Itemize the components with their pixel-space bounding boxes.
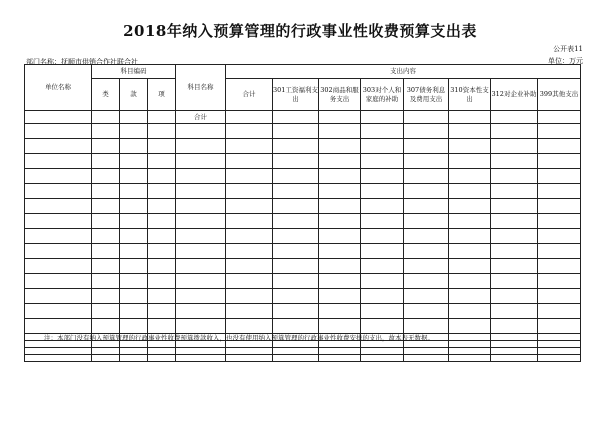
table-cell xyxy=(25,169,92,184)
table-cell xyxy=(25,259,92,274)
header-row-2 xyxy=(25,79,581,111)
table-cell xyxy=(404,199,449,214)
table-cell xyxy=(92,319,120,334)
table-cell xyxy=(148,274,176,289)
table-cell xyxy=(538,244,581,259)
table-cell xyxy=(491,214,538,229)
table-cell xyxy=(176,348,226,355)
table-cell xyxy=(491,334,538,341)
table-cell xyxy=(449,184,491,199)
table-row xyxy=(25,355,581,362)
total-value-cell xyxy=(449,111,491,124)
table-cell xyxy=(361,259,404,274)
table-cell xyxy=(491,341,538,348)
report-title: 2018年纳入预算管理的行政事业性收费预算支出表 xyxy=(123,22,477,40)
table-cell xyxy=(92,244,120,259)
table-cell xyxy=(538,341,581,348)
table-cell xyxy=(449,199,491,214)
table-cell xyxy=(176,304,226,319)
table-cell xyxy=(538,229,581,244)
table-cell xyxy=(120,184,148,199)
table-cell xyxy=(25,199,92,214)
header-code-item: 款 xyxy=(120,79,148,111)
table-cell xyxy=(319,184,361,199)
table-cell xyxy=(404,259,449,274)
table-cell xyxy=(319,139,361,154)
table-cell xyxy=(92,169,120,184)
header-col-total: 合计 xyxy=(226,79,273,111)
total-row-label: 合计 xyxy=(176,111,226,124)
table-cell xyxy=(92,289,120,304)
table-cell xyxy=(120,355,148,362)
table-cell xyxy=(538,154,581,169)
header-col-310: 310资本性支出 xyxy=(449,79,491,111)
table-cell xyxy=(148,289,176,304)
table-row xyxy=(25,124,581,139)
table-cell xyxy=(538,199,581,214)
table-row xyxy=(25,348,581,355)
table-cell xyxy=(361,214,404,229)
table-cell xyxy=(226,184,273,199)
table-cell xyxy=(148,319,176,334)
table-cell xyxy=(449,124,491,139)
table-cell xyxy=(491,139,538,154)
table-cell xyxy=(120,124,148,139)
table-cell xyxy=(25,244,92,259)
table-cell xyxy=(491,154,538,169)
table-cell xyxy=(226,319,273,334)
table-cell xyxy=(538,319,581,334)
table-cell xyxy=(491,244,538,259)
table-cell xyxy=(449,274,491,289)
table-cell xyxy=(361,139,404,154)
table-cell xyxy=(319,229,361,244)
table-cell xyxy=(404,244,449,259)
table-row xyxy=(25,304,581,319)
table-cell xyxy=(273,319,319,334)
table-cell xyxy=(92,304,120,319)
table-cell xyxy=(491,259,538,274)
table-cell xyxy=(319,214,361,229)
table-cell xyxy=(273,244,319,259)
table-row xyxy=(25,289,581,304)
total-value-cell xyxy=(491,111,538,124)
table-cell xyxy=(491,184,538,199)
table-cell xyxy=(92,154,120,169)
table-cell xyxy=(491,124,538,139)
table-cell xyxy=(92,199,120,214)
table-cell xyxy=(120,229,148,244)
department-name: 部门名称：抚顺市供销合作社联合社 xyxy=(26,58,138,66)
table-cell xyxy=(176,259,226,274)
table-cell xyxy=(226,214,273,229)
table-cell xyxy=(361,304,404,319)
table-cell xyxy=(361,355,404,362)
table-cell xyxy=(226,244,273,259)
table-cell xyxy=(25,289,92,304)
header-unit-name: 单位名称 xyxy=(25,65,92,111)
table-cell xyxy=(538,348,581,355)
table-cell xyxy=(538,304,581,319)
header-subject-name: 科目名称 xyxy=(176,65,226,111)
table-cell xyxy=(491,319,538,334)
table-cell xyxy=(273,184,319,199)
table-cell xyxy=(538,169,581,184)
table-cell xyxy=(319,154,361,169)
table-cell xyxy=(148,214,176,229)
table-cell xyxy=(273,214,319,229)
table-cell xyxy=(538,289,581,304)
header-code-sub: 项 xyxy=(148,79,176,111)
table-cell xyxy=(491,229,538,244)
form-number: 公开表11 xyxy=(553,45,583,53)
table-cell xyxy=(120,154,148,169)
table-row xyxy=(25,184,581,199)
table-cell xyxy=(449,304,491,319)
table-cell xyxy=(226,348,273,355)
table-row xyxy=(25,169,581,184)
table-cell xyxy=(404,348,449,355)
table-cell xyxy=(226,154,273,169)
table-cell xyxy=(449,139,491,154)
table-cell xyxy=(449,154,491,169)
table-cell xyxy=(449,348,491,355)
table-cell xyxy=(404,355,449,362)
header-expense-content: 支出内容 xyxy=(226,65,581,79)
table-cell xyxy=(449,229,491,244)
table-cell xyxy=(25,214,92,229)
table-cell xyxy=(319,274,361,289)
table-cell xyxy=(404,184,449,199)
table-cell xyxy=(273,139,319,154)
table-cell xyxy=(176,139,226,154)
table-cell xyxy=(92,124,120,139)
table-cell xyxy=(92,139,120,154)
expense-table xyxy=(24,64,581,362)
total-row xyxy=(25,111,581,124)
table-cell xyxy=(449,289,491,304)
table-cell xyxy=(176,289,226,304)
table-cell xyxy=(538,184,581,199)
header-col-302: 302商品和服务支出 xyxy=(319,79,361,111)
table-cell xyxy=(226,355,273,362)
table-row xyxy=(25,229,581,244)
table-cell xyxy=(319,244,361,259)
table-cell xyxy=(148,259,176,274)
table-cell xyxy=(404,124,449,139)
table-cell xyxy=(404,289,449,304)
table-cell xyxy=(538,214,581,229)
table-cell xyxy=(361,319,404,334)
table-cell xyxy=(404,139,449,154)
table-cell xyxy=(120,348,148,355)
table-cell xyxy=(538,334,581,341)
table-cell xyxy=(449,169,491,184)
table-cell xyxy=(176,124,226,139)
table-cell xyxy=(361,124,404,139)
header-col-301: 301工资福利支出 xyxy=(273,79,319,111)
table-cell xyxy=(361,199,404,214)
table-cell xyxy=(319,319,361,334)
total-class-cell xyxy=(92,111,120,124)
table-cell xyxy=(273,289,319,304)
table-cell xyxy=(176,274,226,289)
table-cell xyxy=(404,319,449,334)
table-cell xyxy=(176,184,226,199)
table-cell xyxy=(319,348,361,355)
table-cell xyxy=(361,154,404,169)
header-code-class: 类 xyxy=(92,79,120,111)
table-cell xyxy=(538,139,581,154)
table-cell xyxy=(226,169,273,184)
table-cell xyxy=(273,169,319,184)
table-cell xyxy=(319,355,361,362)
header-subject-code: 科目编码 xyxy=(92,65,176,79)
header-col-312: 312对企业补助 xyxy=(491,79,538,111)
table-cell xyxy=(176,229,226,244)
table-cell xyxy=(120,259,148,274)
table-cell xyxy=(449,259,491,274)
table-cell xyxy=(120,139,148,154)
table-cell xyxy=(491,304,538,319)
table-cell xyxy=(120,274,148,289)
total-value-cell xyxy=(273,111,319,124)
table-cell xyxy=(176,319,226,334)
table-cell xyxy=(491,289,538,304)
table-cell xyxy=(319,259,361,274)
table-cell xyxy=(273,348,319,355)
header-col-303: 303对个人和家庭的补助 xyxy=(361,79,404,111)
table-cell xyxy=(226,274,273,289)
table-cell xyxy=(361,169,404,184)
table-cell xyxy=(361,289,404,304)
table-cell xyxy=(226,199,273,214)
table-cell xyxy=(148,199,176,214)
table-row xyxy=(25,259,581,274)
table-cell xyxy=(226,139,273,154)
table-cell xyxy=(538,274,581,289)
header-row-1 xyxy=(25,65,581,79)
table-cell xyxy=(25,274,92,289)
table-cell xyxy=(25,139,92,154)
table-row xyxy=(25,154,581,169)
table-cell xyxy=(491,199,538,214)
table-cell xyxy=(25,348,92,355)
table-cell xyxy=(25,319,92,334)
table-cell xyxy=(25,124,92,139)
table-cell xyxy=(92,259,120,274)
table-cell xyxy=(92,184,120,199)
header-col-307: 307债务利息及费用支出 xyxy=(404,79,449,111)
table-cell xyxy=(491,348,538,355)
table-cell xyxy=(319,124,361,139)
table-cell xyxy=(449,319,491,334)
table-cell xyxy=(25,154,92,169)
table-cell xyxy=(538,259,581,274)
table-cell xyxy=(148,139,176,154)
header-col-399: 399其他支出 xyxy=(538,79,581,111)
table-cell xyxy=(273,304,319,319)
table-row xyxy=(25,244,581,259)
table-cell xyxy=(25,229,92,244)
table-cell xyxy=(273,154,319,169)
table-row xyxy=(25,214,581,229)
table-cell xyxy=(148,348,176,355)
table-cell xyxy=(120,199,148,214)
table-cell xyxy=(404,154,449,169)
total-value-cell xyxy=(226,111,273,124)
table-cell xyxy=(120,304,148,319)
table-cell xyxy=(148,169,176,184)
footnote: 注：本部门没有纳入预算管理的行政事业性收费预算拨款收入，也没有使用纳入预算管理的行政事业性收费安排的支出，故本表无数据。 xyxy=(44,334,434,342)
table-cell xyxy=(404,214,449,229)
table-cell xyxy=(120,319,148,334)
table-cell xyxy=(92,214,120,229)
table-cell xyxy=(449,244,491,259)
table-cell xyxy=(361,229,404,244)
table-cell xyxy=(538,124,581,139)
total-value-cell xyxy=(319,111,361,124)
table-cell xyxy=(92,229,120,244)
table-cell xyxy=(148,154,176,169)
table-cell xyxy=(148,244,176,259)
table-cell xyxy=(176,214,226,229)
total-value-cell xyxy=(404,111,449,124)
table-cell xyxy=(25,304,92,319)
table-cell xyxy=(449,334,491,341)
table-cell xyxy=(92,355,120,362)
table-cell xyxy=(226,229,273,244)
table-cell xyxy=(449,355,491,362)
table-cell xyxy=(226,124,273,139)
table-cell xyxy=(491,355,538,362)
table-cell xyxy=(491,169,538,184)
total-sub-cell xyxy=(148,111,176,124)
table-cell xyxy=(273,124,319,139)
table-cell xyxy=(319,199,361,214)
table-cell xyxy=(120,289,148,304)
table-cell xyxy=(449,341,491,348)
table-cell xyxy=(92,274,120,289)
table-cell xyxy=(148,304,176,319)
table-cell xyxy=(361,348,404,355)
table-cell xyxy=(226,259,273,274)
table-row xyxy=(25,199,581,214)
table-cell xyxy=(319,169,361,184)
table-cell xyxy=(176,169,226,184)
table-cell xyxy=(120,169,148,184)
total-value-cell xyxy=(538,111,581,124)
table-cell xyxy=(361,244,404,259)
table-cell xyxy=(404,169,449,184)
table-cell xyxy=(319,304,361,319)
table-cell xyxy=(176,244,226,259)
table-cell xyxy=(120,244,148,259)
table-row xyxy=(25,319,581,334)
table-cell xyxy=(148,184,176,199)
table-cell xyxy=(404,304,449,319)
table-cell xyxy=(273,229,319,244)
unit-label: 单位：万元 xyxy=(548,57,583,65)
table-cell xyxy=(273,355,319,362)
table-cell xyxy=(538,355,581,362)
table-cell xyxy=(273,199,319,214)
table-row xyxy=(25,139,581,154)
table-cell xyxy=(148,229,176,244)
table-cell xyxy=(176,199,226,214)
table-cell xyxy=(273,259,319,274)
table-row xyxy=(25,274,581,289)
table-cell xyxy=(449,214,491,229)
table-cell xyxy=(25,184,92,199)
table-cell xyxy=(361,184,404,199)
table-cell xyxy=(404,274,449,289)
table-cell xyxy=(148,124,176,139)
table-cell xyxy=(404,229,449,244)
table-cell xyxy=(361,274,404,289)
table-cell xyxy=(92,348,120,355)
table-cell xyxy=(273,274,319,289)
table-cell xyxy=(491,274,538,289)
table-cell xyxy=(176,355,226,362)
table-cell xyxy=(148,355,176,362)
total-value-cell xyxy=(361,111,404,124)
table-cell xyxy=(176,154,226,169)
table-cell xyxy=(226,304,273,319)
table-cell xyxy=(120,214,148,229)
total-item-cell xyxy=(120,111,148,124)
total-unit-cell xyxy=(25,111,92,124)
table-cell xyxy=(319,289,361,304)
table-cell xyxy=(226,289,273,304)
table-cell xyxy=(25,355,92,362)
